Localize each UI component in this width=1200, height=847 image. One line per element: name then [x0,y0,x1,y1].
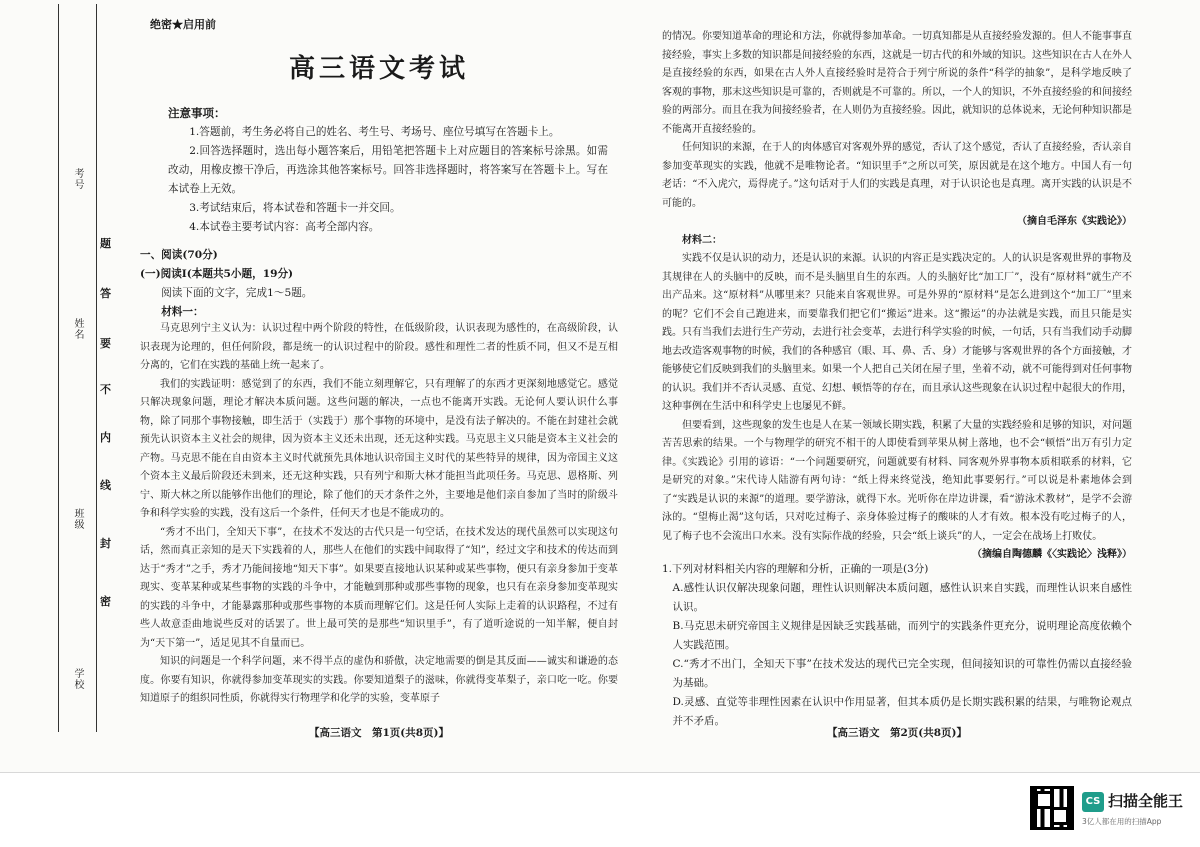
seal-char: 答 [100,287,111,300]
cs-logo-icon: CS [1082,792,1104,812]
paragraph: 但要看到，这些现象的发生也是人在某一领域长期实践，积累了大量的实践经验和足够的知识，对问题苦苦思索的结果。一个与物理学的研究不相干的人即使看到苹果从树上落地，也不会“顿悟”出万有引力定律。《实践论》引用的谚语：“一个问题要研究，问题就要有材料、同客观外界事物本质相联系的材料，它是研究的对象。”宋代诗人陆游有两句诗：“纸上得来终觉浅，绝知此事要躬行。”可以说是朴素地体会到了“实践是认识的来源”的道理。要学游泳，就得下水。光听你在岸边讲课，看“游泳术教材”，是学不会游泳的。“望梅止渴”这句话，只对吃过梅子、亲身体验过梅子的酸味的人才有效。根本没有吃过梅子的人，见了梅子也不会流出口水来。没有实际作战的经验，只会“纸上谈兵”的人，一定会在战场上打败仗。 [662,419,1132,542]
seal-char: 内 [100,431,111,444]
seal-char: 题 [100,237,111,250]
page-footer-left: 【高三语文 第1页(共8页)】 [308,727,450,739]
qr-code-icon [1030,786,1074,830]
paragraph: 的情况。你要知道革命的理论和方法，你就得参加革命。一切真知都是从直接经验发源的。但人不能事事直接经验，事实上多数的知识都是间接经验的东西，这就是一切古代的和外域的知识。这些知识在古人在外人是直接经验的东西，如果在古人外人直接经验时是符合于列宁所说的条件“科学的抽象”，是科学地反映了客观的事物，那末这些知识是可靠的，否则就是不可靠的。所以，一个人的知识，不外直接经验的和间接经验的两部分。而且在我为间接经验者，在人则仍为直接经验。因此，就知识的总体说来，无论何种知识都是不能离开直接经验的。 [662,31,1132,135]
paragraph: 知识的问题是一个科学问题，来不得半点的虚伪和骄傲，决定地需要的倒是其反面——诚实和谦逊的态度。你要有知识，你就得参加变革现实的实践。你要知道梨子的滋味，你就得变革梨子，亲口吃一吃。你要知道原子的组织同性质，你就得实行物理学和化学的实验，变革原子 [140,656,618,704]
source-citation-one: （摘自毛泽东《实践论》） [1017,216,1132,227]
binding-margin [0,0,120,772]
option-a: A.感性认识仅解决现象问题，理性认识则解决本质问题，感性认识来自实践，而理性认识来自感性认识。 [672,582,1132,613]
notice-item: 3.考试结束后，将本试卷和答题卡一并交回。 [189,202,401,214]
notice-heading: 注意事项： [168,106,226,120]
source-citation-two: （摘编自陶德麟《〈实践论〉浅释》） [972,549,1132,560]
confidential-mark: 绝密★启用前 [150,18,216,31]
paragraph: 任何知识的来源，在于人的肉体感官对客观外界的感觉，否认了这个感觉，否认了直接经验，否认亲自参加变革现实的实践，他就不是唯物论者。“知识里手”之所以可笑，原因就是在这个地方。中国人有一句老话：“不入虎穴，焉得虎子。”这句话对于人们的实践是真理，对于认识论也是真理。离开实践的认识是不可能的。 [662,142,1132,209]
material-one-label: 材料一： [161,306,204,318]
material-one-continued [662,28,1132,565]
seal-char: 要 [100,337,111,350]
binding-line-left [58,4,59,732]
scanner-tagline: 3亿人都在用的扫描App [1082,817,1162,826]
sub-heading: (一)阅读Ⅰ(本题共5小题，19分) [140,268,294,280]
notice-item: 4.本试卷主要考试内容：高考全部内容。 [189,221,380,233]
page-footer-right: 【高三语文 第2页(共8页)】 [826,727,968,739]
option-c: C.“秀才不出门，全知天下事”在技术发达的现代已完全实现，但间接知识的可靠性仍需以直接经验为基础。 [672,658,1132,689]
seal-char: 密 [100,595,111,608]
notice-block [168,104,608,237]
notice-item: 2.回答选择题时，选出每小题答案后，用铅笔把答题卡上对应题目的答案标号涂黑。如需改动，用橡皮擦干净后，再选涂其他答案标号。回答非选择题时，将答案写在答题卡上。写在本试卷上无效。 [168,145,608,195]
seal-char: 封 [100,537,111,550]
section-heading-block [140,246,618,322]
question-stem: 1.下列对材料相关内容的理解和分析，正确的一项是(3分) [662,563,929,575]
camscanner-watermark [1030,786,1200,836]
paragraph: “秀才不出门，全知天下事”，在技术不发达的古代只是一句空话，在技术发达的现代虽然可以实现这句话，然而真正亲知的是天下实践着的人，那些人在他们的实践中间取得了“知”，经过文字和技术的传达而到达于“秀才”之手，秀才乃能间接地“知天下事”。如果要直接地认识某种或某些事物，便只有亲身参加于变革现实、变革某种或某些事物的实践的斗争中，才能触到那种或那些事物的现象，也只有在亲身参加变革现实的实践的斗争中，才能暴露那种或那些事物的本质而理解它们。这是任何人实际上走着的认识路程，不过有些人故意歪曲地说些反对的话罢了。世上最可笑的是那些“知识里手”，有了道听途说的一知半解，便自封为“天下第一”，适足见其不自量而已。 [140,526,618,649]
binding-label-class: 班级 [72,508,83,530]
notice-item: 1.答题前，考生务必将自己的姓名、考生号、考场号、座位号填写在答题卡上。 [189,126,560,138]
binding-label-exam-no: 考号 [72,168,83,190]
option-d: D.灵感、直觉等非理性因素在认识中作用显著，但其本质仍是长期实践积累的结果，与唯物论观点并不矛盾。 [672,696,1132,727]
material-one-text [140,320,618,709]
seal-char: 线 [100,479,111,492]
exam-title: 高三语文考试 [288,54,469,84]
paragraph: 马克思列宁主义认为：认识过程中两个阶段的特性，在低级阶段，认识表现为感性的，在高级阶段，认识表现为论理的，但任何阶段，都是统一的认识过程中的阶段。感性和理性二者的性质不同，但又不是互相分离的，它们在实践的基础上统一起来了。 [140,323,618,371]
binding-label-school: 学校 [72,668,83,690]
option-b: B.马克思未研究帝国主义规律是因缺乏实践基础，而列宁的实践条件更充分，说明理论高度依赖个人实践范围。 [672,620,1132,651]
material-two-label: 材料二： [682,234,722,246]
seal-char: 不 [100,383,111,396]
paragraph: 我们的实践证明：感觉到了的东西，我们不能立刻理解它，只有理解了的东西才更深刻地感觉它。感觉只解决现象问题，理论才解决本质问题。这些问题的解决，一点也不能离开实践。无论何人要认识什么事物，除了同那个事物接触，即生活于（实践于）那个事物的环境中，是没有法子解决的。不能在封建社会就预先认识资本主义社会的规律，因为资本主义还未出现，还无这种实践。马克思主义只能是资本主义社会的产物。马克思不能在自由资本主义时代就预先具体地认识帝国主义时代的某些特异的规律，因为帝国主义这个资本主义最后阶段还未到来，还无这种实践，只有列宁和斯大林才能担当此项任务。马克思、恩格斯、列宁、斯大林之所以能够作出他们的理论，除了他们的天才条件之外，主要地是他们亲自参加了当时的阶级斗争和科学实验的实践，没有这后一个条件，任何天才也是不能成功的。 [140,378,618,519]
scanner-app-name: 扫描全能王 [1108,792,1184,810]
question-one [662,560,1132,731]
binding-line-right [96,4,97,732]
reading-instruction: 阅读下面的文字，完成1～5题。 [161,287,313,299]
part-heading: 一、阅读(70分) [140,249,218,261]
binding-label-name: 姓名 [72,318,83,340]
paragraph: 实践不仅是认识的动力，还是认识的来源。认识的内容正是实践决定的。人的认识是客观世界的事物及其规律在人的头脑中的反映，而不是头脑里自生的东西。人的头脑好比“加工厂”，没有“原材料”就生产不出产品来。这“原材料”从哪里来？只能来自客观世界。可是外界的“原材料”是怎么进到这个“加工厂”里来的呢？它们不会自己跑进来，而要靠我们把它们“搬运”进来。这“搬运”的办法就是实践，而且只能是实践。只有当我们去进行生产劳动，去进行社会变革，去进行科学实验的时候，一句话，只有当我们动手动脚地去改造客观事物的时候，我们的各种感官（眼、耳、鼻、舌、身）才能够与客观世界的各个方面接触，才能够使它们反映到我们的头脑里来。如果一个人把自己关闭在屋子里，坐着不动，就不可能得到对任何事物的认识。我们并不否认灵感、直觉、幻想、顿悟等的存在，而且承认这些现象在认识过程中起很大的作用，这种事例在生活中和科学史上也屡见不鲜。 [662,253,1132,412]
